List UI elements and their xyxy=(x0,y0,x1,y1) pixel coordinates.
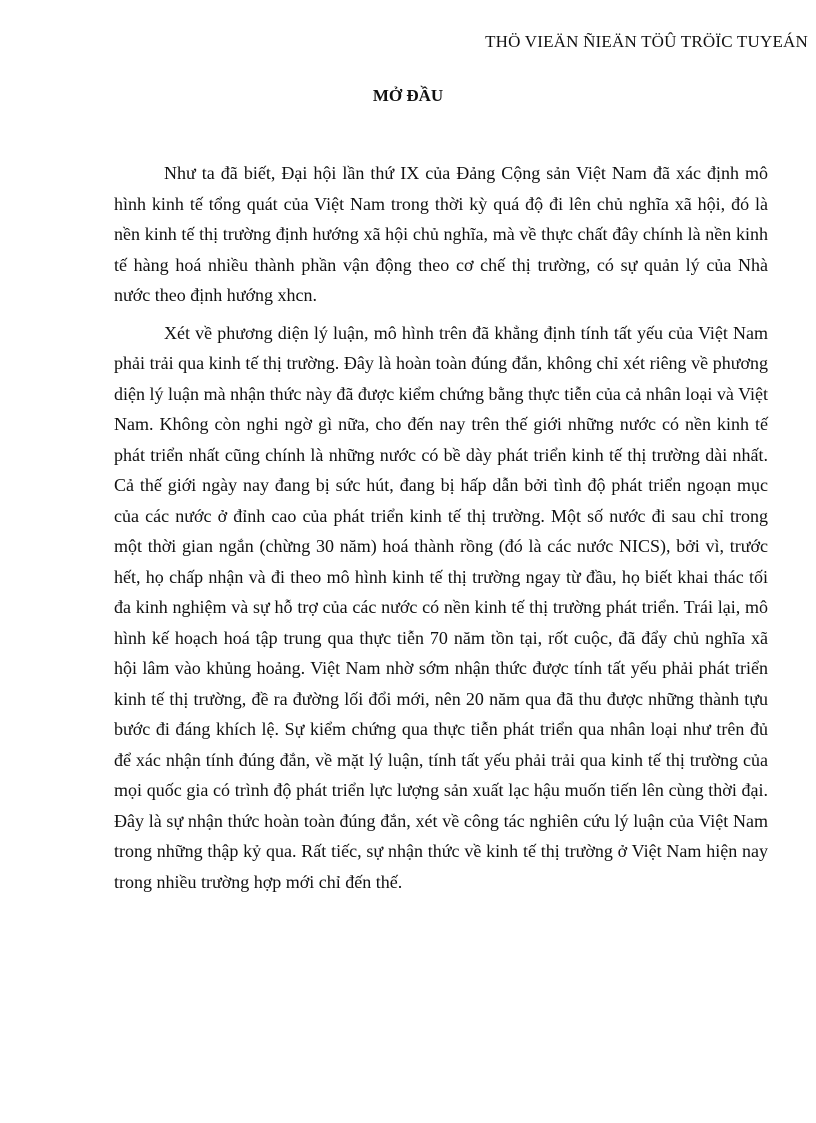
paragraph-2: Xét về phương diện lý luận, mô hình trên đã khẳng định tính tất yếu của Việt Nam phải trải qua kinh tế thị trường. Đây là hoàn toàn đúng đắn, không chỉ xét riêng về phương diện lý luận mà nhận thức này đã được kiểm chứng bằng thực tiễn của cả nhân loại và Việt Nam. Không còn nghi ngờ gì nữa, cho đến nay trên thế giới những nước có nền kinh tế phát triển nhất cũng chính là những nước có bề dày phát triển kinh tế thị trường dài nhất. Cả thế giới ngày nay đang bị sức hút, đang bị hấp dẫn bởi tình độ phát triển ngoạn mục của các nước ở đỉnh cao của phát triển kinh tế thị trường. Một số nước đi sau chỉ trong một thời gian ngắn (chừng 30 năm) hoá thành rồng (đó là các nước NICS), bởi vì, trước hết, họ chấp nhận và đi theo mô hình kinh tế thị trường ngay từ đầu, họ biết khai thác tối đa kinh nghiệm và sự hỗ trợ của các nước có nền kinh tế thị trường phát triển. Trái lại, mô hình kế hoạch hoá tập trung qua thực tiễn 70 năm tồn tại, rốt cuộc, đã đẩy chủ nghĩa xã hội lâm vào khủng hoảng. Việt Nam nhờ sớm nhận thức được tính tất yếu phải phát triển kinh tế thị trường, đề ra đường lối đổi mới, nên 20 năm qua đã thu được những thành tựu bước đi đáng khích lệ. Sự kiểm chứng qua thực tiễn phát triển qua nhân loại như trên đủ để xác nhận tính đúng đắn, về mặt lý luận, tính tất yếu phải trải qua kinh tế thị trường của mọi quốc gia có trình độ phát triển lực lượng sản xuất lạc hậu muốn tiến lên cùng thời đại. Đây là sự nhận thức hoàn toàn đúng đắn, xét về công tác nghiên cứu lý luận của Việt Nam trong những thập kỷ qua. Rất tiếc, sự nhận thức về kinh tế thị trường ở Việt Nam hiện nay trong nhiều trường hợp mới chỉ đến thế. xyxy=(114,322,768,892)
page-header: THÖ VIEÄN ÑIEÄN TÖÛ TRÖÏC TUYEÁN xyxy=(485,32,808,51)
paragraph-1: Như ta đã biết, Đại hội lần thứ IX của Đảng Cộng sản Việt Nam đã xác định mô hình kinh tế tổng quát của Việt Nam trong thời kỳ quá độ đi lên chủ nghĩa xã hội, đó là nền kinh tế thị trường định hướng xã hội chủ nghĩa, mà về thực chất đây chính là nền kinh tế hàng hoá nhiều thành phần vận động theo cơ chế thị trường, có sự quản lý của Nhà nước theo định hướng xhcn. xyxy=(114,163,768,305)
document-body xyxy=(114,158,768,904)
page-title: MỞ ĐẦU xyxy=(372,86,444,105)
